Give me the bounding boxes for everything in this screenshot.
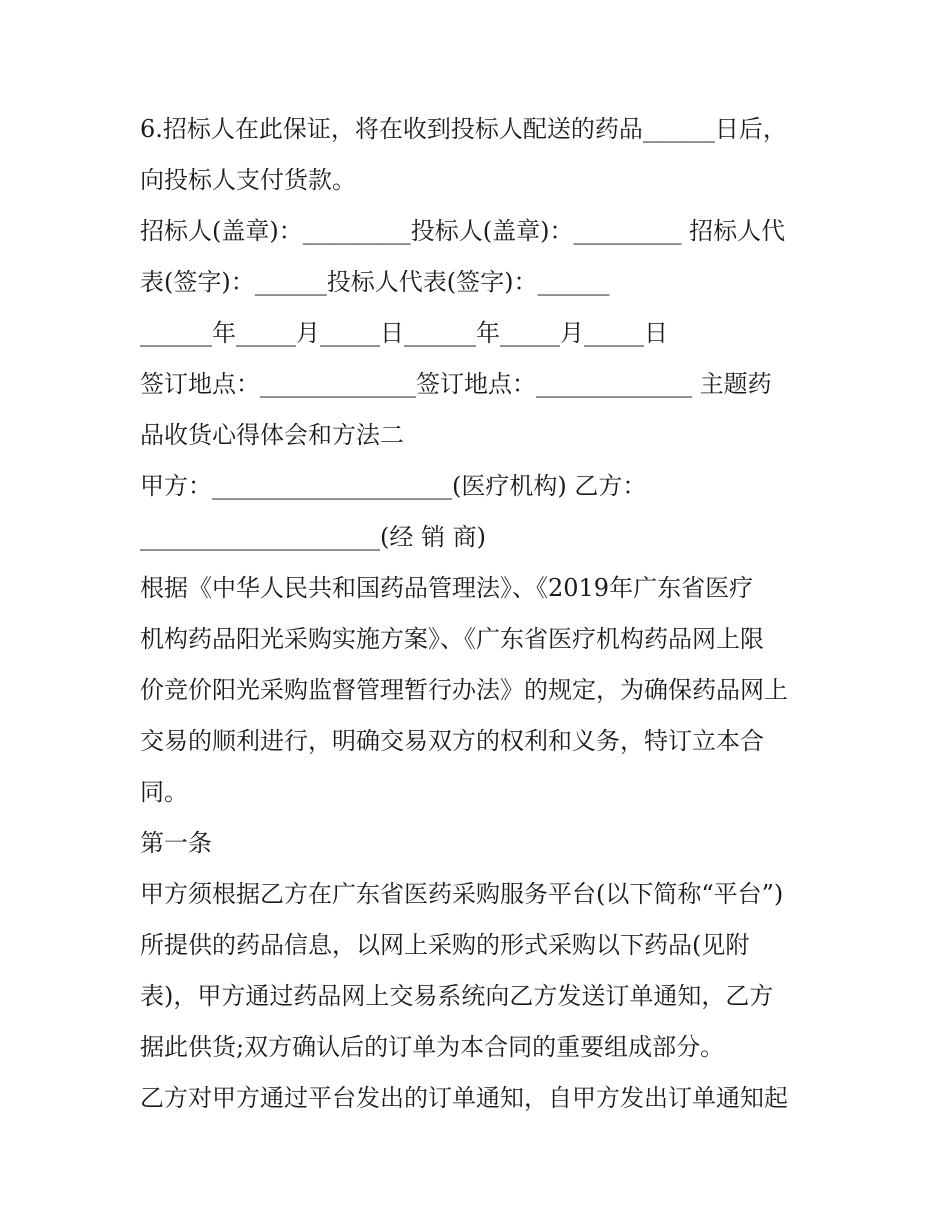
text-line: ______年_____月_____日______年_____月_____日: [140, 319, 668, 347]
text-line: 甲方须根据乙方在广东省医药采购服务平台(以下简称“平台”): [140, 880, 784, 908]
text-line: 根据《中华人民共和国药品管理法》、《2019年广东省医疗: [140, 574, 754, 602]
text-line: 所提供的药品信息，以网上采购的形式采购以下药品(见附: [140, 931, 750, 959]
text-line: 据此供货;双方确认后的订单为本合同的重要组成部分。: [140, 1033, 725, 1061]
document-body: [140, 104, 820, 1124]
text-line: 表(签字)：______投标人代表(签字)：______: [140, 268, 610, 296]
text-line: 同。: [140, 778, 188, 806]
text-line: 品收货心得体会和方法二: [140, 421, 404, 449]
text-line: ____________________(经 销 商): [140, 523, 486, 551]
text-line: 机构药品阳光采购实施方案》、《广东省医疗机构药品网上限: [140, 625, 764, 653]
text-line: 价竞价阳光采购监督管理暂行办法》的规定，为确保药品网上: [140, 676, 788, 704]
text-line: 乙方对甲方通过平台发出的订单通知，自甲方发出订单通知起: [140, 1084, 788, 1112]
text-line: 6.招标人在此保证，将在收到投标人配送的药品______日后，: [140, 115, 787, 143]
text-line: 表)，甲方通过药品网上交易系统向乙方发送订单通知，乙方: [140, 982, 774, 1010]
text-line: 向投标人支付货款。: [140, 166, 356, 194]
text-line: 甲方：____________________(医疗机构) 乙方：: [140, 472, 647, 500]
text-line: 招标人(盖章)：_________投标人(盖章)：_________ 招标人代: [140, 217, 786, 245]
text-line: 交易的顺利进行，明确交易双方的权利和义务，特订立本合: [140, 727, 764, 755]
text-line: 签订地点：_____________签订地点：_____________ 主题药: [140, 370, 772, 398]
text-line: 第一条: [140, 829, 212, 857]
